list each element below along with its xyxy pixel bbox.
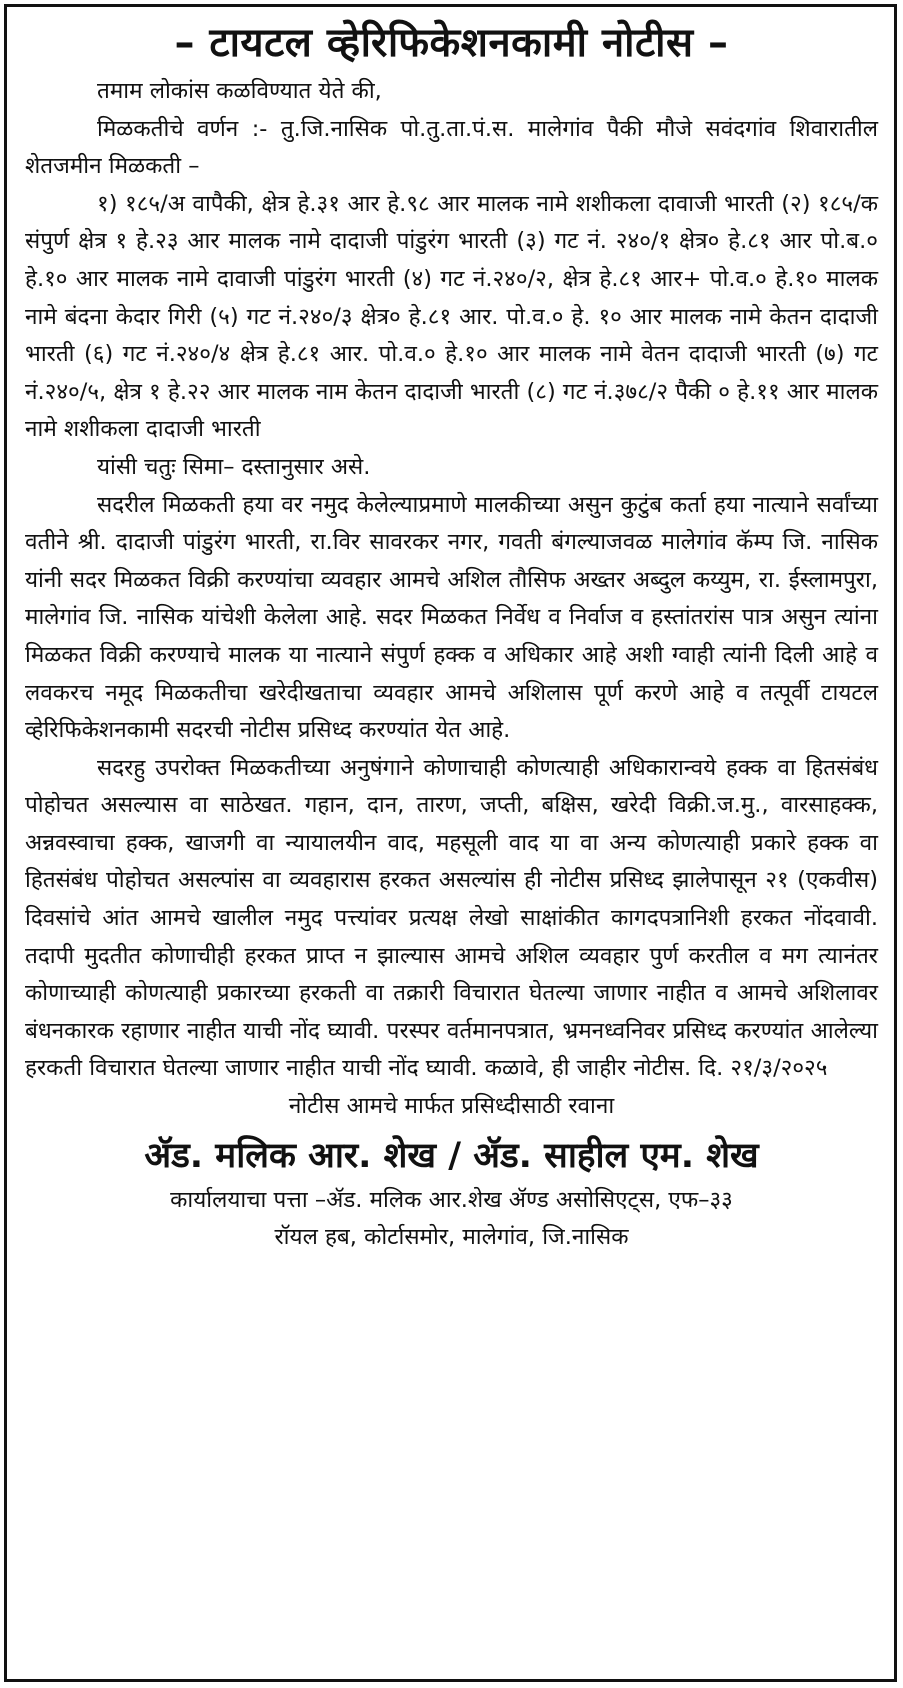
- office-address-line-2: रॉयल हब, कोर्टासमोर, मालेगांव, जि.नासिक: [274, 1223, 629, 1250]
- notice-frame: [4, 4, 897, 1682]
- dispatch-line: नोटीस आमचे मार्फत प्रसिध्दीसाठी रवाना: [288, 1093, 615, 1120]
- property-details: १) १८५/अ वापैकी, क्षेत्र हे.३१ आर हे.९८ आर मालक नामे शशीकला दावाजी भारती (२) १८५/क संपुर्ण क्षेत्र १ हे.२३ आर मालक नामे दादाजी पांडुरंग भारती (३) गट नं. २४०/१ क्षेत्र० हे.८१ आर पो.ब.० हे.१० आर मालक नामे दावाजी पांडुरंग भारती (४) गट नं.२४०/२, क्षेत्र हे.८१ आर+ पो.व.० हे.१० मालक नामे बंदना केदार गिरी (५) गट नं.२४०/३ क्षेत्र० हे.८१ आर. पो.व.० हे. १० आर मालक नामे केतन दादाजी भारती (६) गट नं.२४०/४ क्षेत्र हे.८१ आर. पो.व.० हे.१० आर मालक नामे वेतन दादाजी भारती (७) गट नं.२४०/५, क्षेत्र १ हे.२२ आर मालक नाम केतन दादाजी भारती (८) गट नं.३७८/२ पैकी ० हे.११ आर मालक नामे शशीकला दादाजी भारती: [25, 190, 878, 443]
- notice-greeting: तमाम लोकांस कळविण्यात येते की,: [97, 78, 382, 104]
- office-address-line-1: कार्यालयाचा पत्ता –ॲड. मलिक आर.शेख ॲण्ड असोसिएट्स, एफ–३३: [170, 1186, 733, 1213]
- advocate-names: ॲड. मलिक आर. शेख / ॲड. साहील एम. शेख: [144, 1135, 759, 1176]
- paragraph-objections: सदरहु उपरोक्त मिळकतीच्या अनुषंगाने कोणाचाही कोणत्याही अधिकारान्वये हक्क वा हितसंबंध पोहोचत असल्यास वा साठेखत. गहान, दान, तारण, जप्ती, बक्षिस, खरेदी विक्री.ज.मु., वारसाहक्क, अन्नवस्वाचा हक्क, खाजगी वा न्यायालयीन वाद, महसूली वाद या वा अन्य कोणत्याही प्रकारे हक्क वा हितसंबंध पोहोचत असल्पांस वा व्यवहारास हरकत असल्यांस ही नोटीस प्रसिध्द झालेपासून २१ (एकवीस) दिवसांचे आंत आमचे खालील नमुद पत्त्यांवर प्रत्यक्ष लेखो साक्षांकीत कागदपत्रानिशी हरकत नोंदवावी. तदापी मुदतीत कोणाचीही हरकत प्राप्त न झाल्यास आमचे अशिल व्यवहार पुर्ण करतील व मग त्यानंतर कोणाच्याही कोणत्याही प्रकारच्या हरकती वा तक्रारी विचारात घेतल्या जाणार नाहीत व आमचे अशिलावर बंधनकारक रहाणार नाहीत याची नोंद घ्यावी. परस्पर वर्तमानपत्रात, भ्रमनध्वनिवर प्रसिध्द करण्यांत आलेल्या हरकती विचारात घेतल्या जाणार नाहीत याची नोंद घ्यावी. कळावे, ही जाहीर नोटीस. दि. २१/३/२०२५: [25, 754, 878, 1082]
- notice-title: – टायटल व्हेरिफिकेशनकामी नोटीस –: [174, 20, 729, 66]
- property-boundaries: यांसी चतुः सिमा– दस्तानुसार असे.: [97, 453, 371, 480]
- paragraph-sale-transaction: सदरील मिळकती हया वर नमुद केलेल्याप्रमाणे मालकीच्या असुन कुटुंब कर्ता हया नात्याने सर्वांच्या वतीने श्री. दादाजी पांडुरंग भारती, रा.विर सावरकर नगर, गवती बंगल्याजवळ मालेगांव कॅम्प जि. नासिक यांनी सदर मिळकत विक्री करण्यांचा व्यवहार आमचे अशिल तौसिफ अख्तर अब्दुल कय्युम, रा. ईस्लामपुरा, मालेगांव जि. नासिक यांचेशी केलेला आहे. सदर मिळकत निर्वेध व निर्वाज व हस्तांतरांस पात्र असुन त्यांना मिळकत विक्री करण्याचे मालक या नात्याने संपुर्ण हक्क व अधिकार आहे अशी ग्वाही त्यांनी दिली आहे व लवकरच नमूद मिळकतीचा खरेदीखताचा व्यवहार आमचे अशिलास पूर्ण करणे आहे व तत्पूर्वी टायटल व्हेरिफिकेशनकामी सदरची नोटीस प्रसिध्द करण्यांत येत आहे.: [25, 491, 878, 744]
- property-heading: मिळकतीचे वर्णन :- तु.जि.नासिक पो.तु.ता.पं.स. मालेगांव पैकी मौजे सवंदगांव शिवारातील शेतजमीन मिळकती –: [25, 115, 878, 180]
